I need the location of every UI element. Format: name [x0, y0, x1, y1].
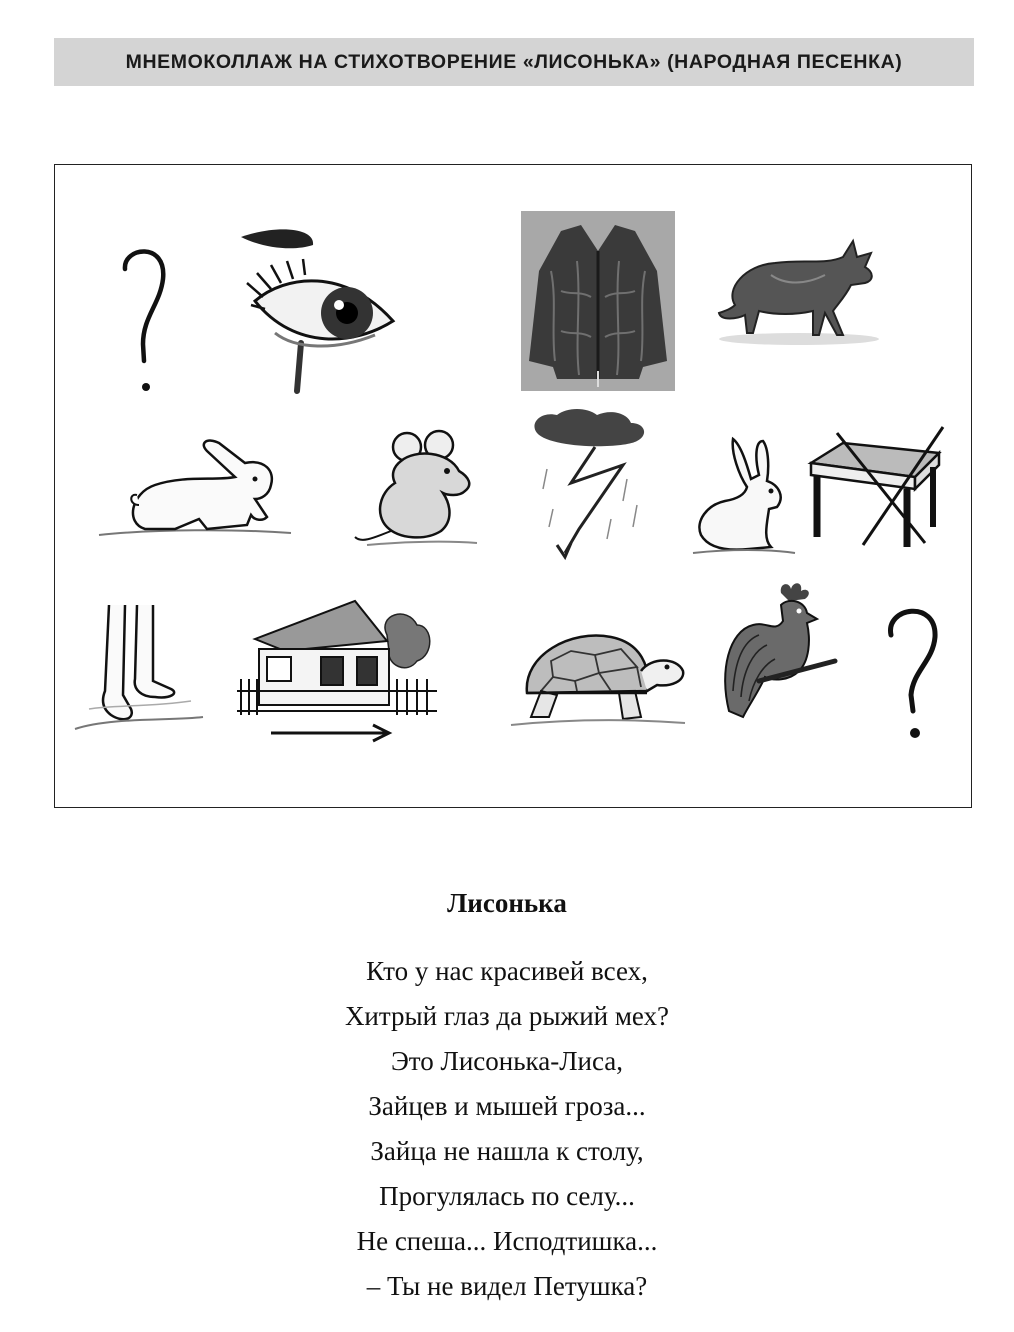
house-with-arrow-icon	[237, 595, 437, 745]
thundercloud-lightning-icon	[527, 409, 657, 565]
rooster-icon	[719, 581, 839, 721]
page-header-bar	[54, 38, 974, 86]
poem-line: Зайцев и мышей гроза...	[368, 1091, 646, 1121]
turtle-icon	[501, 621, 689, 733]
legs-icon	[71, 605, 205, 739]
poem	[0, 888, 1014, 1309]
poem-line: Это Лисонька-Лиса,	[390, 1046, 624, 1076]
rabbit-icon	[95, 433, 295, 545]
mouse-icon	[351, 427, 481, 551]
poem-line: – Ты не видел Петушка?	[366, 1271, 648, 1301]
hare-icon	[689, 435, 799, 557]
poem-line: Не спеша... Исподтишка...	[356, 1226, 658, 1256]
page-header-title: МНЕМОКОЛЛАЖ НА СТИХОТВОРЕНИЕ «ЛИСОНЬКА» (НАРОДНАЯ ПЕСЕНКА)	[125, 50, 903, 73]
fox-icon	[715, 235, 885, 347]
poem-title: Лисонька	[447, 888, 567, 918]
question-mark-icon	[115, 239, 175, 395]
poem-line: Зайца не нашла к столу,	[370, 1136, 644, 1166]
poem-line: Кто у нас красивей всех,	[366, 956, 648, 986]
eye-icon	[235, 225, 395, 397]
poem-line: Прогулялась по селу...	[379, 1181, 635, 1211]
mnemo-collage	[54, 164, 972, 808]
crossed-out-table-icon	[803, 427, 945, 555]
question-mark-icon	[883, 601, 943, 741]
fur-coat-icon	[521, 211, 675, 391]
poem-line: Хитрый глаз да рыжий мех?	[344, 1001, 670, 1031]
